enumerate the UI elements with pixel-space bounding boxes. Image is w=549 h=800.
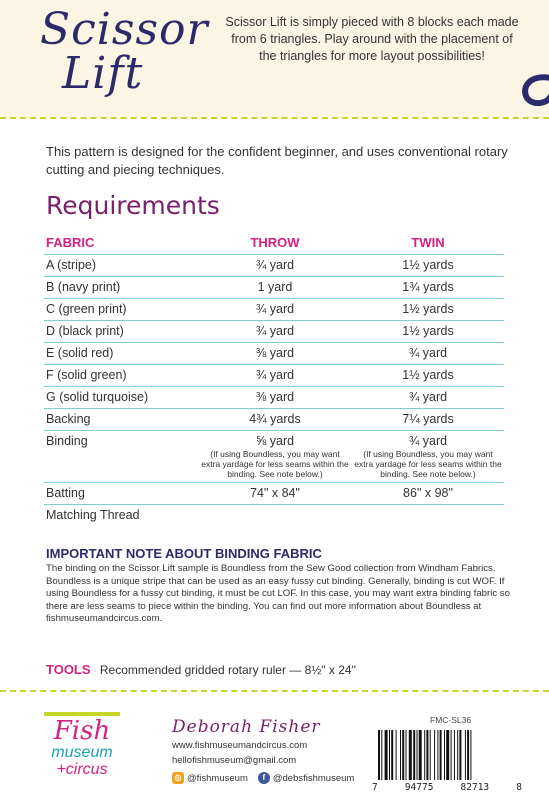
barcode-bar <box>457 730 458 780</box>
fabric-name: Batting <box>44 483 198 505</box>
logo-museum: museum <box>51 744 113 761</box>
facebook-icon: f <box>258 772 270 784</box>
intro-text: Scissor Lift is simply pieced with 8 blocks each made from 6 triangles. Play around with the placement of the triangles for more layout possibilities! <box>225 15 519 63</box>
social-links <box>172 771 372 786</box>
instagram-handle[interactable] <box>172 771 248 786</box>
contact-block <box>172 716 372 786</box>
pattern-title <box>40 4 209 99</box>
twin-amount: 1½ yards <box>352 255 504 277</box>
table-row <box>44 299 504 321</box>
title-line-2: Lift <box>62 48 144 99</box>
barcode-bar <box>389 730 390 780</box>
throw-amount: ¾ yard <box>198 321 352 343</box>
logo-circus: +circus <box>56 761 108 778</box>
barcode-bar <box>451 730 452 780</box>
email-link[interactable]: hellofishmuseum@gmail.com <box>172 755 297 766</box>
barcode-digit-group: 8 <box>516 782 522 793</box>
table-row <box>44 277 504 299</box>
fabric-name: E (solid red) <box>44 343 198 365</box>
lead-paragraph: This pattern is designed for the confident beginner, and uses conventional rotary cutting and piecing techniques. <box>46 144 508 177</box>
barcode-bar <box>409 730 412 780</box>
barcode-bar <box>424 730 425 780</box>
product-sku: FMC-SL36 <box>430 715 472 725</box>
table-row <box>44 321 504 343</box>
barcode-bar <box>446 730 449 780</box>
throw-amount: ¾ yard <box>198 255 352 277</box>
barcode-bar <box>454 730 455 780</box>
twin-amount <box>352 431 504 483</box>
logo-accent-bar <box>44 712 120 716</box>
tools-line <box>46 662 526 677</box>
table-row <box>44 365 504 387</box>
table-row <box>44 387 504 409</box>
throw-amount: 4¾ yards <box>198 409 352 431</box>
barcode-bar <box>459 730 461 780</box>
throw-amount: 74" x 84" <box>198 483 352 505</box>
twin-amount: ¾ yard <box>352 343 504 365</box>
twin-amount: 1½ yards <box>352 321 504 343</box>
barcode-bar <box>406 730 407 780</box>
throw-amount: ⅜ yard <box>198 343 352 365</box>
barcode-bar <box>378 730 380 780</box>
binding-twin-value: ¾ yard <box>408 434 448 448</box>
facebook-text: @debsfishmuseum <box>272 773 355 784</box>
logo-fish: Fish <box>53 716 111 746</box>
col-throw: THROW <box>198 233 352 255</box>
twin-amount: 1½ yards <box>352 299 504 321</box>
barcode-bar <box>437 730 438 780</box>
binding-throw-note: (If using Boundless, you may want extra yardage for less seams within the binding. See note below.) <box>201 449 349 479</box>
tools-label: TOOLS <box>46 662 91 677</box>
barcode-bar <box>434 730 435 780</box>
requirements-heading: Requirements <box>46 191 220 220</box>
throw-amount: ⅜ yard <box>198 387 352 409</box>
fabric-name: G (solid turquoise) <box>44 387 198 409</box>
barcode-bar <box>467 730 469 780</box>
fabric-name: C (green print) <box>44 299 198 321</box>
barcode-bar <box>465 730 466 780</box>
barcode-bar <box>426 730 428 780</box>
fabric-name: B (navy print) <box>44 277 198 299</box>
barcode-digit-group: 82713 <box>460 782 490 793</box>
twin-amount: 86" x 98" <box>352 483 504 505</box>
barcode-bar <box>396 730 397 780</box>
table-row <box>44 255 504 277</box>
binding-twin-note: (If using Boundless, you may want extra yardage for less seams within the binding. See note below.) <box>354 449 502 479</box>
binding-throw-value: ⅝ yard <box>255 434 295 448</box>
barcode-bar <box>444 730 445 780</box>
throw-amount: ¾ yard <box>198 299 352 321</box>
fabric-name: D (black print) <box>44 321 198 343</box>
twin-amount: ¾ yard <box>352 387 504 409</box>
fabric-name: Binding <box>44 431 198 483</box>
barcode-bar <box>419 730 422 780</box>
barcode-bar <box>470 730 471 780</box>
barcode <box>372 728 522 784</box>
barcode-bar <box>430 730 431 780</box>
barcode-digit-group: 94775 <box>404 782 434 793</box>
dashed-divider <box>0 117 549 119</box>
fabric-name: Matching Thread <box>46 508 140 522</box>
tools-text: Recommended gridded rotary ruler — 8½" x 24" <box>99 663 356 677</box>
barcode-bar <box>385 730 388 780</box>
facebook-handle[interactable] <box>258 771 354 786</box>
fish-museum-logo <box>32 712 132 798</box>
table-header-row <box>44 233 504 255</box>
fabric-name: Backing <box>44 409 198 431</box>
barcode-bar <box>413 730 415 780</box>
barcode-bar <box>440 730 442 780</box>
twin-amount: 7¼ yards <box>352 409 504 431</box>
throw-amount <box>198 431 352 483</box>
twin-amount: 1¾ yards <box>352 277 504 299</box>
fabric-name: A (stripe) <box>44 255 198 277</box>
website-link[interactable]: www.fishmuseumandcircus.com <box>172 740 308 751</box>
designer-signature: Deborah Fisher <box>172 717 321 737</box>
fabric-name: F (solid green) <box>44 365 198 387</box>
requirements-table <box>44 233 504 526</box>
thread-row <box>44 505 504 527</box>
table-row <box>44 343 504 365</box>
instagram-text: @fishmuseum <box>187 773 248 784</box>
barcode-digit-group: 7 <box>372 782 378 793</box>
table-row <box>44 409 504 431</box>
throw-amount: 1 yard <box>198 277 352 299</box>
barcode-bar <box>381 730 382 780</box>
footer-divider <box>0 690 549 692</box>
binding-note-heading: IMPORTANT NOTE ABOUT BINDING FABRIC <box>46 546 322 561</box>
binding-row <box>44 431 504 483</box>
barcode-bar <box>417 730 418 780</box>
barcode-number <box>372 782 522 793</box>
twin-amount: 1½ yards <box>352 365 504 387</box>
barcode-bar <box>402 730 404 780</box>
barcode-bar <box>400 730 401 780</box>
swirl-decoration <box>515 70 549 110</box>
instagram-icon: ◎ <box>172 772 184 784</box>
barcode-bar <box>391 730 393 780</box>
throw-amount: ¾ yard <box>198 365 352 387</box>
binding-note-body: The binding on the Scissor Lift sample is Boundless from the Sew Good collection from Windham Fabrics. Boundless is a unique stripe that can be used as an easy fussy cut binding. Generally, binding is cut WOF. If using Boundless for a fussy cut binding, it must be cut LOF. In this case, you may want extra binding fabric so there are less seams to piece within the binding. You can find out more information about Boundless at fishmuseumandcircus.com. <box>46 563 510 625</box>
title-line-1: Scissor <box>40 4 209 55</box>
col-twin: TWIN <box>352 233 504 255</box>
col-fabric: FABRIC <box>44 233 198 255</box>
batting-row <box>44 483 504 505</box>
